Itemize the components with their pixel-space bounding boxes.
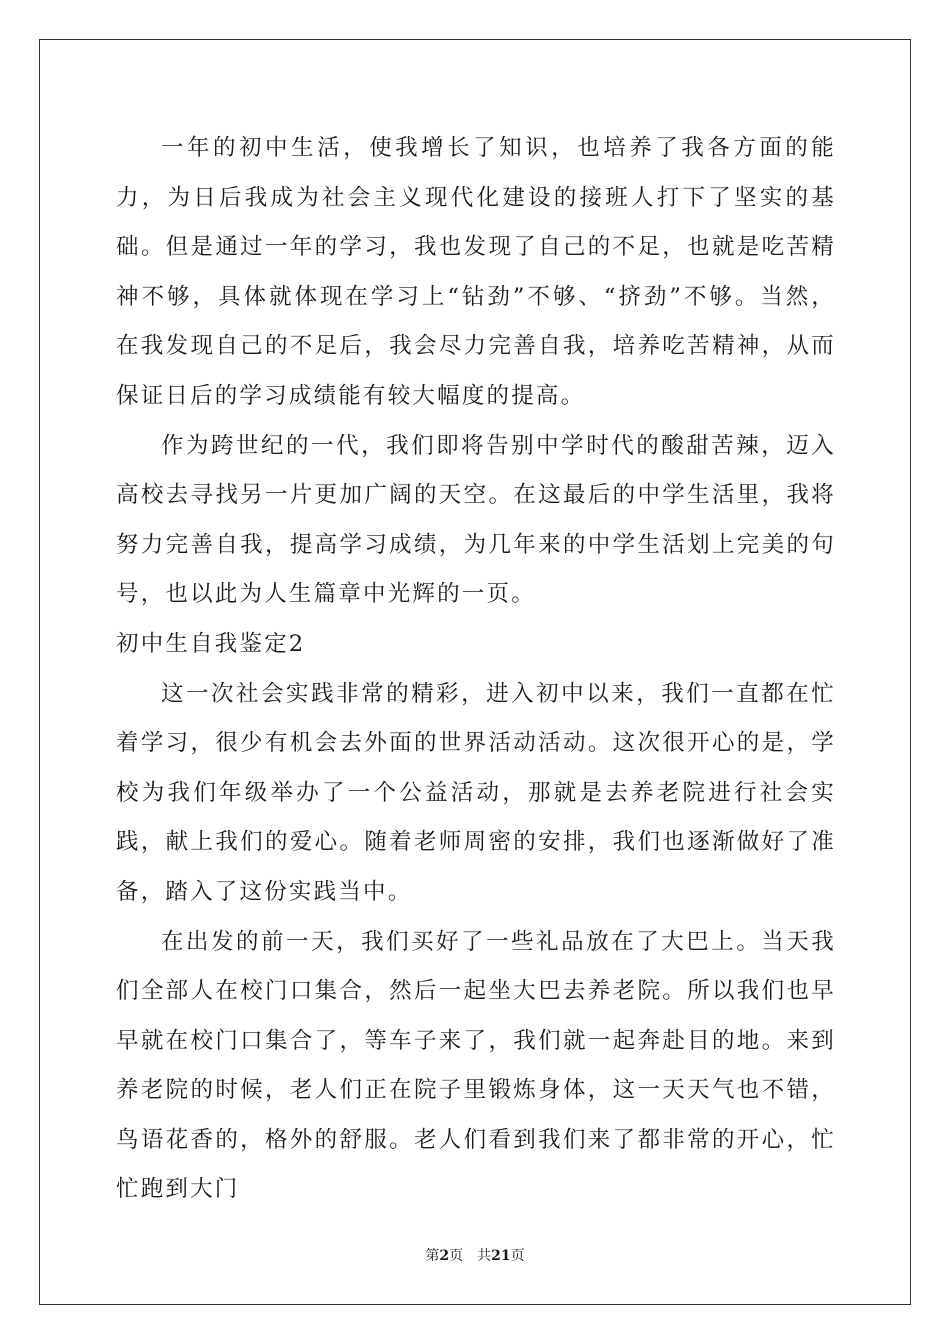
section-paragraph-1: 这一次社会实践非常的精彩，进入初中以来，我们一直都在忙着学习，很少有机会去外面的世界活动活动。这次很开心的是，学校为我们年级举办了一个公益活动，那就是去养老院进行社会实践，献上我们的爱心。随着老师周密的安排，我们也逐渐做好了准备，踏入了这份实践当中。 bbox=[116, 680, 836, 905]
footer-total-pages: 21 bbox=[491, 1248, 511, 1264]
section-heading: 初中生自我鉴定2 bbox=[116, 630, 306, 657]
footer-total-prefix: 共 bbox=[477, 1248, 492, 1264]
section-paragraph-2: 在出发的前一天，我们买好了一些礼品放在了大巴上。当天我们全部人在校门口集合，然后一起坐大巴去养老院。所以我们也早早就在校门口集合了，等车子来了，我们就一起奔赴目的地。来到养老院的时候，老人们正在院子里锻炼身体，这一天天气也不错，鸟语花香的，格外的舒服。老人们看到我们来了都非常的开心，忙忙跑到大门 bbox=[116, 928, 836, 1203]
footer-prefix: 第 bbox=[425, 1248, 440, 1264]
footer-page-number: 2 bbox=[439, 1248, 450, 1264]
footer-total-suffix: 页 bbox=[510, 1248, 525, 1264]
paragraph-1: 一年的初中生活，使我增长了知识，也培养了我各方面的能力，为日后我成为社会主义现代化建设的接班人打下了坚实的基础。但是通过一年的学习，我也发现了自己的不足，也就是吃苦精神不够，具体就体现在学习上“钻劲”不够、“挤劲”不够。当然，在我发现自己的不足后，我会尽力完善自我，培养吃苦精神，从而保证日后的学习成绩能有较大幅度的提高。 bbox=[116, 135, 836, 409]
paragraph-2: 作为跨世纪的一代，我们即将告别中学时代的酸甜苦辣，迈入高校去寻找另一片更加广阔的天空。在这最后的中学生活里，我将努力完善自我，提高学习成绩，为几年来的中学生活划上完美的句号，也以此为人生篇章中光辉的一页。 bbox=[116, 432, 836, 608]
footer-page-suffix: 页 bbox=[449, 1248, 464, 1264]
document-body bbox=[116, 124, 836, 1215]
page-footer bbox=[0, 1246, 950, 1266]
